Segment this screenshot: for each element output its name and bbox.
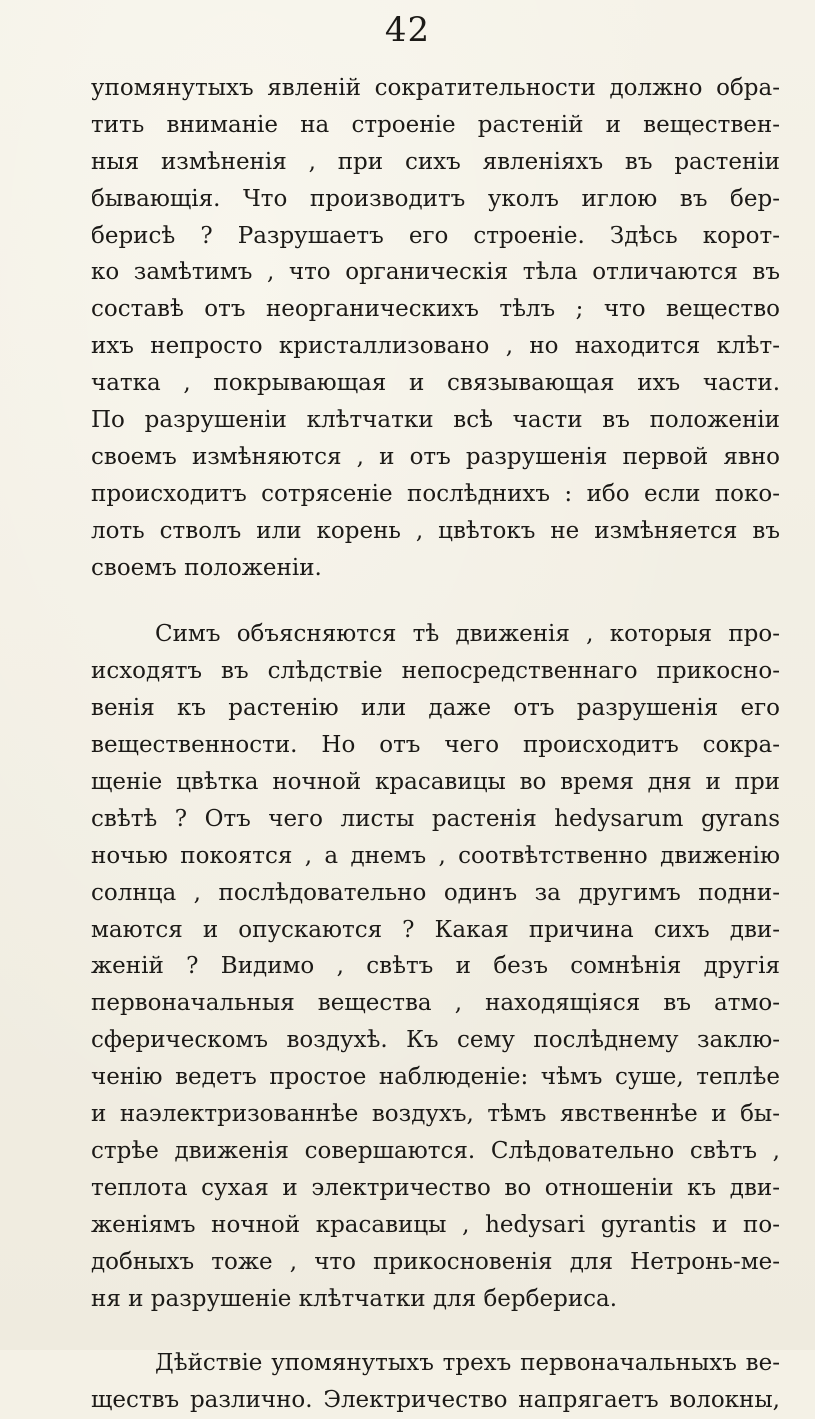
text-line: свѣтѣ ? Отъ чего листы растенія hedysarum gyrans xyxy=(91,805,780,832)
text-line: и наэлектризованнѣе воздухъ, тѣмъ явственнѣе и бы- xyxy=(91,1101,780,1128)
text-line: ко замѣтимъ , что органическія тѣла отличаются въ xyxy=(91,259,780,286)
paragraph-2 xyxy=(91,616,780,1317)
text-line: ченію ведетъ простое наблюденіе: чѣмъ суше, теплѣе xyxy=(91,1064,780,1091)
text-line: сферическомъ воздухѣ. Къ сему послѣднему заклю- xyxy=(91,1027,780,1054)
text-line: тить вниманіе на строеніе растеній и веществен- xyxy=(91,111,780,138)
text-line: женій ? Видимо , свѣтъ и безъ сомнѣнія другія xyxy=(91,953,780,980)
text-line: своемъ измѣняются , и отъ разрушенія первой явно xyxy=(91,443,780,470)
text-line: Симъ объясняются тѣ движенія , которыя про- xyxy=(155,621,780,648)
text-line: ныя измѣненія , при сихъ явленіяхъ въ растеніи xyxy=(91,148,780,175)
text-line: ня и разрушеніе клѣтчатки для бербериса. xyxy=(91,1285,618,1312)
text-line: бывающія. Что производитъ уколъ иглою въ бер- xyxy=(91,185,780,212)
text-line: маются и опускаются ? Какая причина сихъ дви- xyxy=(91,916,780,943)
paragraph-gap xyxy=(91,1317,780,1345)
text-line: происходитъ сотрясеніе послѣднихъ : ибо если поко- xyxy=(91,480,780,507)
text-line: берисѣ ? Разрушаетъ его строеніе. Здѣсь корот- xyxy=(91,222,780,249)
text-line: упомянутыхъ явленій сократительности должно обра- xyxy=(91,75,780,101)
text-line: ихъ непросто кристаллизовано , но находится клѣт- xyxy=(91,333,780,360)
text-line: стрѣе движенія совершаются. Слѣдовательно свѣтъ , xyxy=(91,1137,780,1164)
text-line: солнца , послѣдовательно одинъ за другимъ подни- xyxy=(91,879,780,906)
text-line: добныхъ тоже , что прикосновенія для Нетронь-ме- xyxy=(91,1248,780,1275)
text-line: По разрушеніи клѣтчатки всѣ части въ положеніи xyxy=(91,407,780,434)
text-line: венія къ растенію или даже отъ разрушенія его xyxy=(91,695,780,722)
text-line: женіямъ ночной красавицы , hedysari gyrantis и по- xyxy=(91,1211,780,1238)
text-line: составѣ отъ неорганическихъ тѣлъ ; что вещество xyxy=(91,296,780,323)
text-line: чатка , покрывающая и связывающая ихъ части. xyxy=(91,370,780,397)
text-line: вещественности. Но отъ чего происходитъ сокра- xyxy=(91,732,780,759)
paragraph-3 xyxy=(91,1345,780,1419)
text-line: исходятъ въ слѣдствіе непосредственнаго прикосно- xyxy=(91,658,780,685)
text-line: теплота сухая и электричество во отношеніи къ дви- xyxy=(91,1174,780,1201)
text-line: первоначальныя вещества , находящіяся въ атмо- xyxy=(91,990,780,1017)
text-line: лоть стволъ или корень , цвѣтокъ не измѣняется въ xyxy=(91,517,780,544)
page-number: 42 xyxy=(384,10,431,50)
text-line: ночью покоятся , а днемъ , соотвѣтственно движенію xyxy=(91,842,780,869)
text-line: Дѣйствіе упомянутыхъ трехъ первоначальныхъ ве- xyxy=(155,1350,780,1377)
text-line: щеніе цвѣтка ночной красавицы во время дня и при xyxy=(91,769,780,796)
text-line: ществъ различно. Электричество напрягаетъ волокны, xyxy=(91,1387,780,1414)
text-line: своемъ положеніи. xyxy=(91,554,322,581)
paragraph-gap xyxy=(91,586,780,616)
body-text xyxy=(91,70,780,1419)
paragraph-1 xyxy=(91,70,780,586)
